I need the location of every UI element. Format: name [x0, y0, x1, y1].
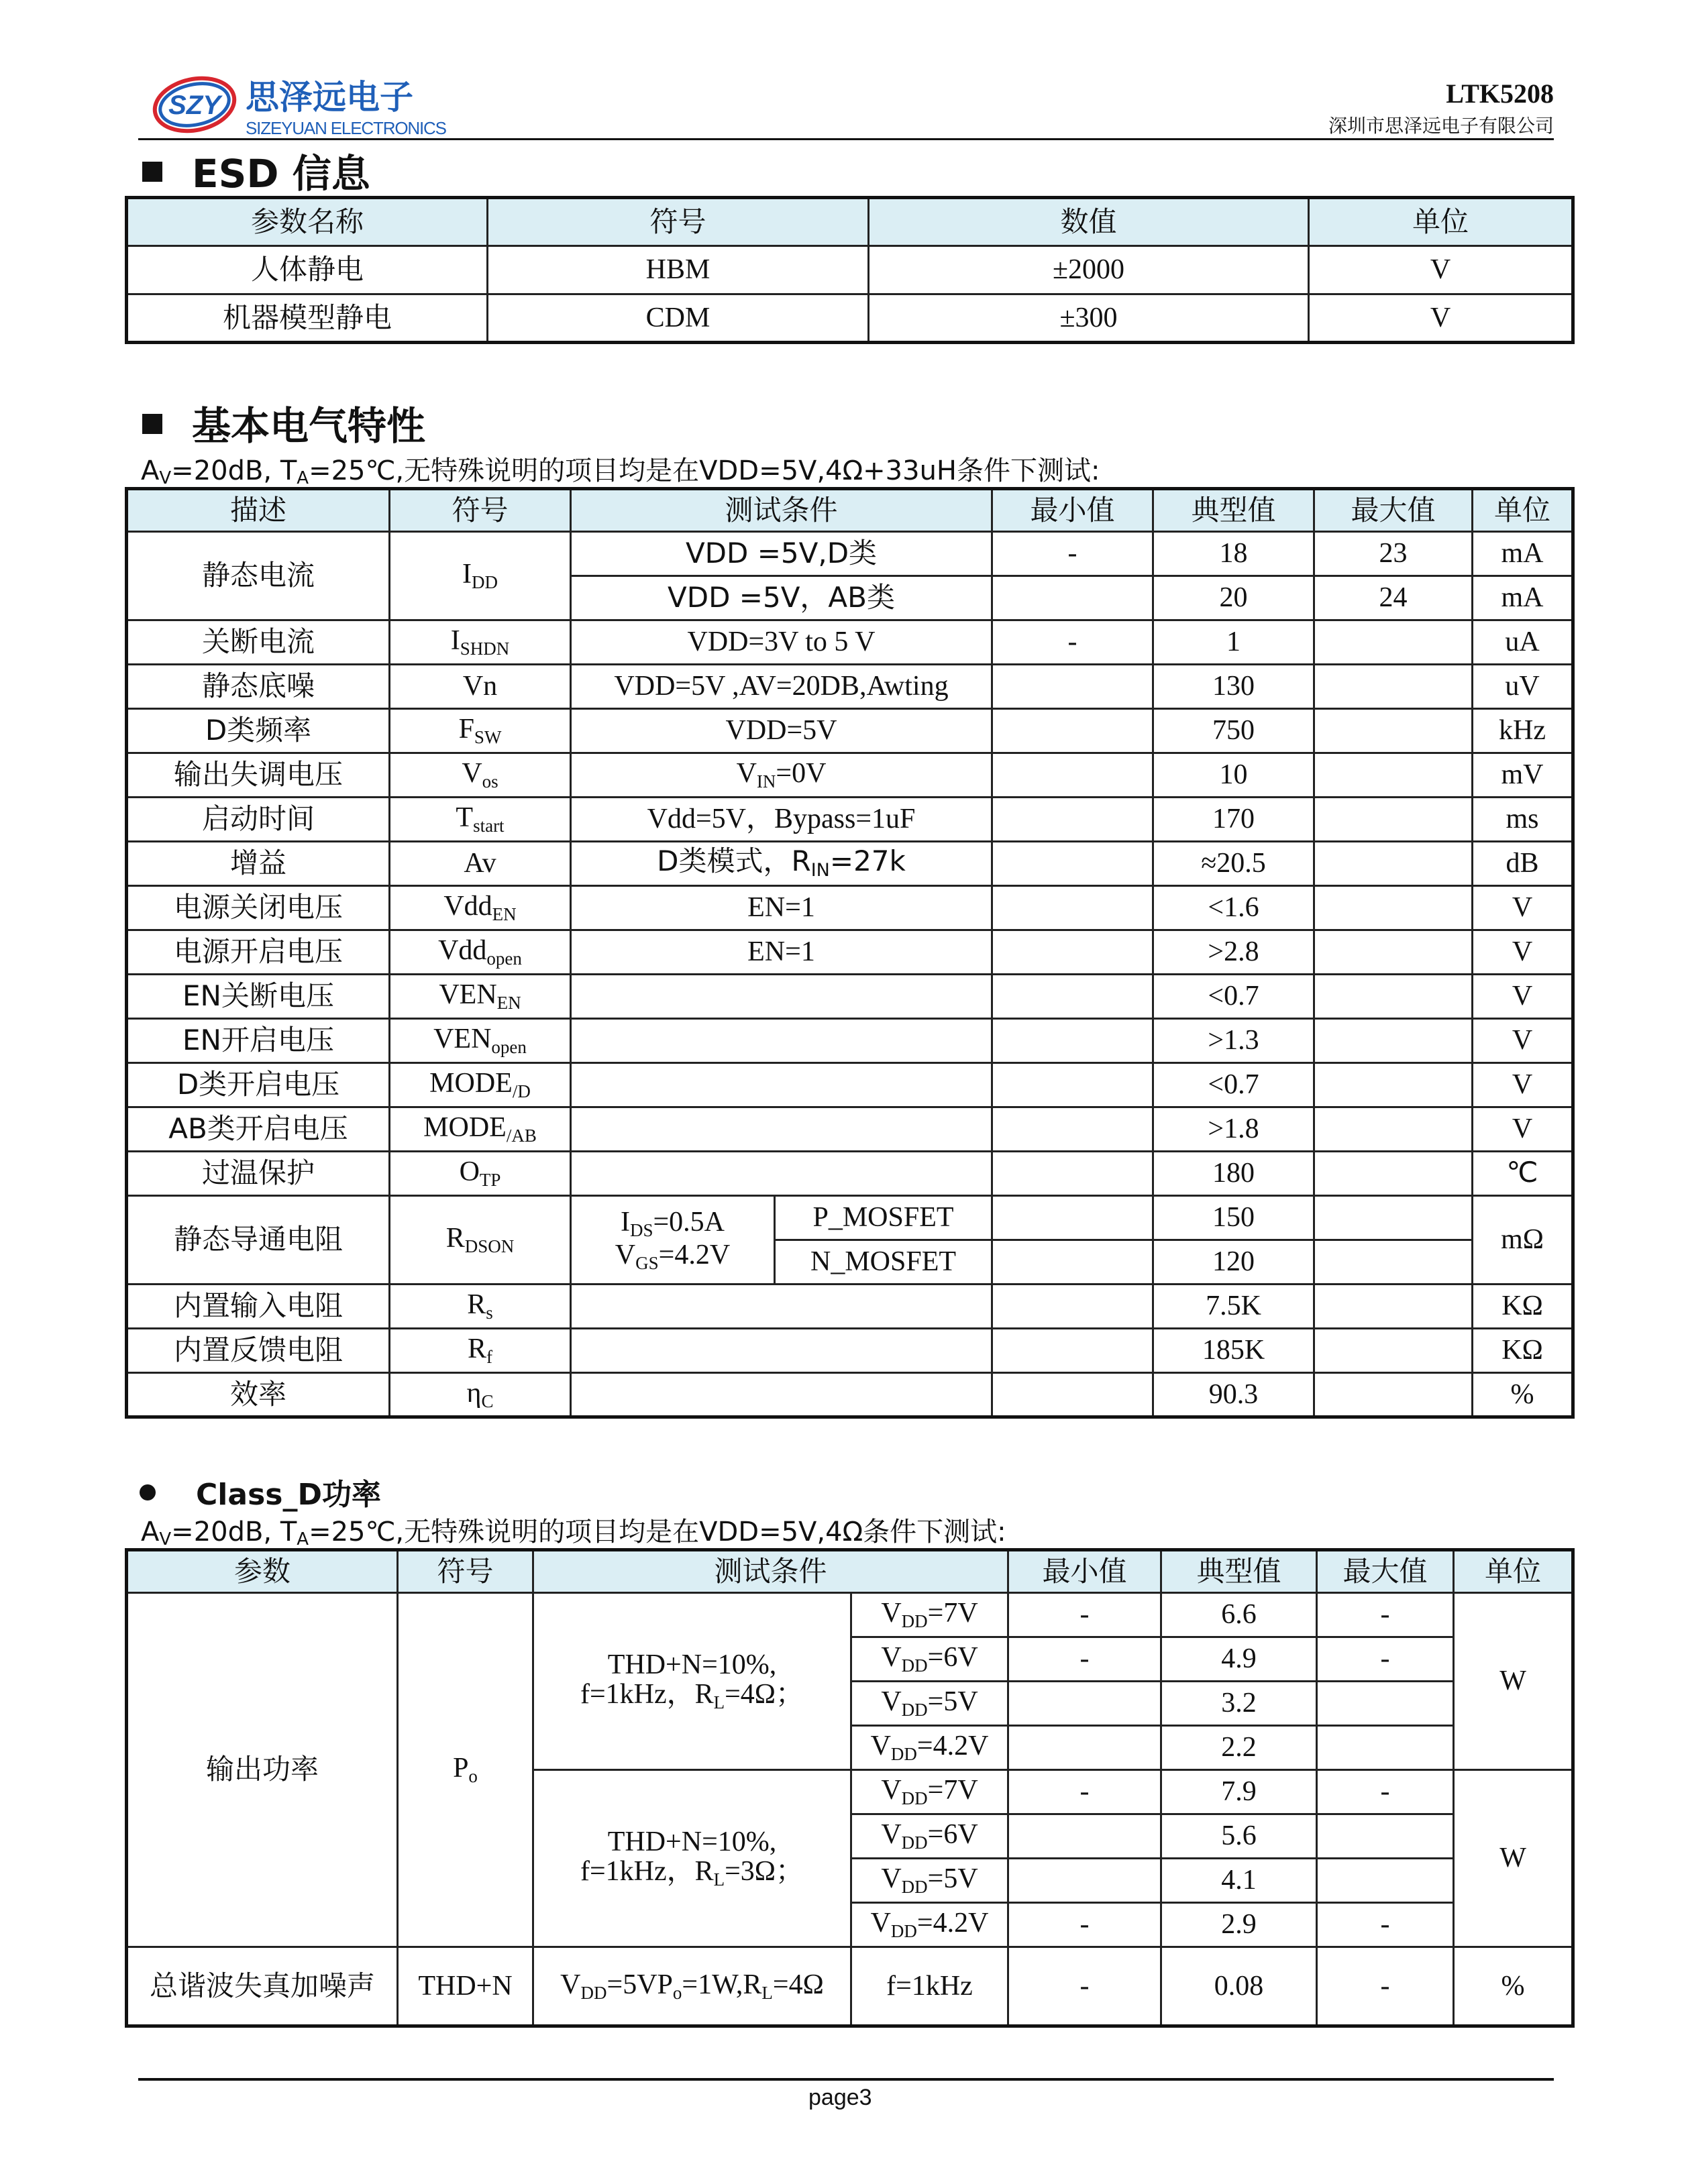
typ-value: 750 — [1153, 709, 1314, 753]
param-symbol: $F_{SW}$ — [390, 709, 571, 753]
supply-voltage: $V_{DD}=7V$ — [851, 1593, 1008, 1637]
col-header: 最大值 — [1314, 489, 1473, 532]
max-value — [1317, 1682, 1454, 1726]
unit: mΩ — [1473, 1196, 1573, 1285]
unit: V — [1473, 1019, 1573, 1063]
min-value — [992, 1107, 1153, 1152]
svg-text:SIZEYUAN ELECTRONICS: SIZEYUAN ELECTRONICS — [246, 118, 447, 138]
esd-table — [125, 196, 1575, 344]
unit: mA — [1473, 576, 1573, 620]
max-value — [1314, 1373, 1473, 1417]
unit: V — [1473, 930, 1573, 975]
param-symbol: Vn — [390, 665, 571, 709]
min-value — [992, 709, 1153, 753]
typ-value: >2.8 — [1153, 930, 1314, 975]
mosfet-type: P_MOSFET — [775, 1196, 992, 1240]
table-row — [127, 1373, 1573, 1417]
table-row — [127, 1196, 1573, 1240]
max-value — [1314, 620, 1473, 665]
param-desc: AB类开启电压 — [127, 1107, 390, 1152]
typ-value: 120 — [1153, 1240, 1314, 1285]
min-value — [1008, 1814, 1161, 1859]
table-row — [127, 1152, 1573, 1196]
min-value — [992, 798, 1153, 842]
footer-divider — [138, 2078, 1554, 2081]
param-desc: 电源开启电压 — [127, 930, 390, 975]
unit: V — [1473, 886, 1573, 930]
typ-value: 3.2 — [1161, 1682, 1317, 1726]
typ-value: 2.9 — [1161, 1903, 1317, 1947]
test-condition: VDD =5V,D类 — [571, 532, 992, 576]
max-value — [1314, 1240, 1473, 1285]
min-value: - — [992, 532, 1153, 576]
param-symbol: $V_{os}$ — [390, 753, 571, 798]
param-desc: 关断电流 — [127, 620, 390, 665]
table-row — [127, 798, 1573, 842]
param-symbol: $R_f$ — [390, 1329, 571, 1373]
min-value: - — [992, 620, 1153, 665]
table-row — [127, 975, 1573, 1019]
table-row — [127, 886, 1573, 930]
table-row — [127, 246, 1573, 294]
test-condition: VDD=5V — [571, 709, 992, 753]
table-row — [127, 665, 1573, 709]
min-value — [992, 1063, 1153, 1107]
square-bullet-icon — [142, 414, 162, 434]
max-value — [1317, 1859, 1454, 1903]
col-header: 符号 — [390, 489, 571, 532]
test-condition — [571, 1107, 992, 1152]
max-value — [1317, 1814, 1454, 1859]
svg-text:思泽远电子: 思泽远电子 — [246, 78, 413, 117]
test-condition: THD+N=10%, f=1kHz，$R_L=3\Omega$； — [533, 1770, 851, 1947]
table-row — [127, 1285, 1573, 1329]
typ-value: 7.9 — [1161, 1770, 1317, 1814]
col-header: 符号 — [488, 198, 869, 246]
unit: ℃ — [1473, 1152, 1573, 1196]
min-value — [992, 1373, 1153, 1417]
min-value — [992, 1285, 1153, 1329]
table-row — [127, 930, 1573, 975]
typ-value: >1.3 — [1153, 1019, 1314, 1063]
max-value — [1314, 1329, 1473, 1373]
test-condition-note: $A_V=20dB$, $T_A=25℃$,无特殊说明的项目均是在VDD=5V,4Ω条件下测试: — [141, 1517, 1006, 1549]
typ-value: 10 — [1153, 753, 1314, 798]
max-value: - — [1317, 1770, 1454, 1814]
typ-value: 2.2 — [1161, 1726, 1317, 1770]
svg-text:SZY: SZY — [168, 91, 221, 120]
typ-value: 5.6 — [1161, 1814, 1317, 1859]
typ-value: <0.7 — [1153, 975, 1314, 1019]
unit: V — [1473, 1063, 1573, 1107]
model-number: LTK5208 — [1446, 78, 1554, 109]
unit: V — [1473, 975, 1573, 1019]
param-desc: 静态电流 — [127, 532, 390, 620]
param-desc: 静态底噪 — [127, 665, 390, 709]
col-header: 单位 — [1473, 489, 1573, 532]
col-header: 典型值 — [1161, 1550, 1317, 1593]
table-cell: V — [1309, 294, 1573, 343]
max-value — [1317, 1726, 1454, 1770]
param-desc: 静态导通电阻 — [127, 1196, 390, 1285]
table-row — [127, 1329, 1573, 1373]
max-value: - — [1317, 1947, 1454, 2026]
unit: W — [1454, 1593, 1573, 1770]
test-condition — [571, 1373, 992, 1417]
max-value: 23 — [1314, 532, 1473, 576]
test-condition — [571, 1329, 992, 1373]
param-desc: 增益 — [127, 842, 390, 886]
table-row — [127, 709, 1573, 753]
param-symbol: $VEN_{EN}$ — [390, 975, 571, 1019]
table-row — [127, 1107, 1573, 1152]
test-condition — [571, 1019, 992, 1063]
min-value — [992, 1240, 1153, 1285]
param-symbol: Vdd$_{EN}$ — [390, 886, 571, 930]
param-symbol: $I_{SHDN}$ — [390, 620, 571, 665]
typ-value: 6.6 — [1161, 1593, 1317, 1637]
unit: W — [1454, 1770, 1573, 1947]
typ-value: 180 — [1153, 1152, 1314, 1196]
unit: % — [1454, 1947, 1573, 2026]
param-symbol: $MODE_{/D}$ — [390, 1063, 571, 1107]
typ-value: 90.3 — [1153, 1373, 1314, 1417]
min-value — [1008, 1726, 1161, 1770]
page-number: page3 — [808, 2085, 872, 2110]
max-value: - — [1317, 1903, 1454, 1947]
min-value — [992, 1019, 1153, 1063]
max-value — [1314, 753, 1473, 798]
company-logo — [152, 70, 460, 142]
typ-value: <1.6 — [1153, 886, 1314, 930]
max-value: - — [1317, 1593, 1454, 1637]
supply-voltage: $V_{DD}=6V$ — [851, 1814, 1008, 1859]
supply-voltage: $V_{DD}=4.2V$ — [851, 1903, 1008, 1947]
param-desc: D类频率 — [127, 709, 390, 753]
typ-value: 150 — [1153, 1196, 1314, 1240]
col-header: 描述 — [127, 489, 390, 532]
min-value — [992, 753, 1153, 798]
param-symbol: Av — [390, 842, 571, 886]
company-name: 深圳市思泽远电子有限公司 — [1328, 115, 1554, 137]
min-value — [992, 1152, 1153, 1196]
table-row — [127, 1019, 1573, 1063]
table-header-row — [127, 198, 1573, 246]
typ-value: ≈20.5 — [1153, 842, 1314, 886]
table-row — [127, 1063, 1573, 1107]
col-header: 最小值 — [992, 489, 1153, 532]
table-row — [127, 1593, 1573, 1637]
param-symbol: $P_o$ — [398, 1593, 533, 1947]
header-divider — [138, 138, 1554, 140]
test-condition: $V_{DD}=5VP_o=1W,R_L=4\Omega$ — [533, 1947, 851, 2026]
test-condition: EN=1 — [571, 930, 992, 975]
max-value — [1314, 1063, 1473, 1107]
supply-voltage: $V_{DD}=5V$ — [851, 1859, 1008, 1903]
min-value — [992, 975, 1153, 1019]
col-header: 数值 — [869, 198, 1309, 246]
param-desc: EN开启电压 — [127, 1019, 390, 1063]
max-value — [1314, 842, 1473, 886]
supply-voltage: $V_{DD}=4.2V$ — [851, 1726, 1008, 1770]
col-header: 典型值 — [1153, 489, 1314, 532]
unit: kHz — [1473, 709, 1573, 753]
table-row — [127, 753, 1573, 798]
typ-value: 20 — [1153, 576, 1314, 620]
test-condition — [571, 975, 992, 1019]
unit: uV — [1473, 665, 1573, 709]
min-value: - — [1008, 1770, 1161, 1814]
table-row — [127, 294, 1573, 343]
param-desc: 启动时间 — [127, 798, 390, 842]
unit: dB — [1473, 842, 1573, 886]
min-value: - — [1008, 1593, 1161, 1637]
table-cell: CDM — [488, 294, 869, 343]
typ-value: 185K — [1153, 1329, 1314, 1373]
col-header: 参数 — [127, 1550, 398, 1593]
typ-value: 4.1 — [1161, 1859, 1317, 1903]
param-symbol: $VEN_{open}$ — [390, 1019, 571, 1063]
typ-value: 130 — [1153, 665, 1314, 709]
min-value: - — [1008, 1903, 1161, 1947]
table-cell: ±2000 — [869, 246, 1309, 294]
typ-value: <0.7 — [1153, 1063, 1314, 1107]
table-row — [127, 620, 1573, 665]
param-desc: 内置输入电阻 — [127, 1285, 390, 1329]
param-desc: 输出功率 — [127, 1593, 398, 1947]
unit: KΩ — [1473, 1329, 1573, 1373]
supply-voltage: $V_{DD}=7V$ — [851, 1770, 1008, 1814]
typ-value: >1.8 — [1153, 1107, 1314, 1152]
param-symbol: $R_s$ — [390, 1285, 571, 1329]
typ-value: 0.08 — [1161, 1947, 1317, 2026]
typ-value: 1 — [1153, 620, 1314, 665]
min-value: - — [1008, 1637, 1161, 1682]
electrical-table — [125, 487, 1575, 1419]
test-condition: Vdd=5V，Bypass=1uF — [571, 798, 992, 842]
unit: mV — [1473, 753, 1573, 798]
classd-table — [125, 1548, 1575, 2028]
max-value: - — [1317, 1637, 1454, 1682]
param-desc: 输出失调电压 — [127, 753, 390, 798]
param-symbol: $I_{DD}$ — [390, 532, 571, 620]
test-condition — [571, 1063, 992, 1107]
circle-bullet-icon — [140, 1484, 156, 1500]
param-symbol: Vdd$_{open}$ — [390, 930, 571, 975]
test-condition-note: $A_V=20dB$, $T_A=25℃$,无特殊说明的项目均是在VDD=5V,4Ω+33uH条件下测试: — [141, 455, 1100, 488]
param-desc: 电源关闭电压 — [127, 886, 390, 930]
table-header-row — [127, 1550, 1573, 1593]
test-condition — [571, 1285, 992, 1329]
col-header: 测试条件 — [533, 1550, 1008, 1593]
col-header: 单位 — [1309, 198, 1573, 246]
param-symbol: $O_{TP}$ — [390, 1152, 571, 1196]
table-row — [127, 532, 1573, 576]
table-header-row — [127, 489, 1573, 532]
param-desc: 总谐波失真加噪声 — [127, 1947, 398, 2026]
min-value — [1008, 1859, 1161, 1903]
min-value — [992, 1196, 1153, 1240]
typ-value: 4.9 — [1161, 1637, 1317, 1682]
min-value — [992, 576, 1153, 620]
table-row — [127, 1947, 1573, 2026]
test-condition: VDD=3V to 5 V — [571, 620, 992, 665]
test-condition: VDD =5V，AB类 — [571, 576, 992, 620]
test-condition — [571, 1152, 992, 1196]
min-value — [992, 842, 1153, 886]
min-value — [992, 665, 1153, 709]
min-value — [992, 1329, 1153, 1373]
max-value — [1314, 930, 1473, 975]
max-value — [1314, 1196, 1473, 1240]
col-header: 最小值 — [1008, 1550, 1161, 1593]
test-condition: $I_{DS}=0.5A$ $V_{GS}=4.2V$ — [571, 1196, 775, 1285]
max-value — [1314, 665, 1473, 709]
test-condition: EN=1 — [571, 886, 992, 930]
max-value — [1314, 1285, 1473, 1329]
param-symbol: $\eta_C$ — [390, 1373, 571, 1417]
table-row — [127, 842, 1573, 886]
param-desc: 过温保护 — [127, 1152, 390, 1196]
col-header: 最大值 — [1317, 1550, 1454, 1593]
col-header: 单位 — [1454, 1550, 1573, 1593]
electrical-section-title: 基本电气特性 — [142, 394, 425, 451]
table-cell: 人体静电 — [127, 246, 488, 294]
max-value — [1314, 798, 1473, 842]
table-cell: HBM — [488, 246, 869, 294]
param-symbol: THD+N — [398, 1947, 533, 2026]
table-cell: ±300 — [869, 294, 1309, 343]
max-value — [1314, 886, 1473, 930]
test-condition: $V_{IN}=0V$ — [571, 753, 992, 798]
col-header: 参数名称 — [127, 198, 488, 246]
max-value — [1314, 1107, 1473, 1152]
typ-value: 18 — [1153, 532, 1314, 576]
max-value — [1314, 1019, 1473, 1063]
min-value — [992, 886, 1153, 930]
typ-value: 170 — [1153, 798, 1314, 842]
unit: uA — [1473, 620, 1573, 665]
param-symbol: $MODE_{/AB}$ — [390, 1107, 571, 1152]
col-header: 符号 — [398, 1550, 533, 1593]
test-frequency: f=1kHz — [851, 1947, 1008, 2026]
unit: V — [1473, 1107, 1573, 1152]
supply-voltage: $V_{DD}=5V$ — [851, 1682, 1008, 1726]
param-desc: 内置反馈电阻 — [127, 1329, 390, 1373]
min-value — [992, 930, 1153, 975]
classd-section-title: Class_D功率 — [140, 1470, 381, 1513]
esd-section-title: ESD 信息 — [142, 142, 370, 199]
max-value — [1314, 1152, 1473, 1196]
typ-value: 7.5K — [1153, 1285, 1314, 1329]
col-header: 测试条件 — [571, 489, 992, 532]
param-desc: D类开启电压 — [127, 1063, 390, 1107]
min-value — [1008, 1682, 1161, 1726]
supply-voltage: $V_{DD}=6V$ — [851, 1637, 1008, 1682]
unit: mA — [1473, 532, 1573, 576]
table-cell: 机器模型静电 — [127, 294, 488, 343]
mosfet-type: N_MOSFET — [775, 1240, 992, 1285]
param-desc: EN关断电压 — [127, 975, 390, 1019]
unit: % — [1473, 1373, 1573, 1417]
max-value — [1314, 709, 1473, 753]
param-desc: 效率 — [127, 1373, 390, 1417]
min-value: - — [1008, 1947, 1161, 2026]
test-condition: THD+N=10%, f=1kHz，$R_L=4\Omega$； — [533, 1593, 851, 1770]
unit: KΩ — [1473, 1285, 1573, 1329]
unit: ms — [1473, 798, 1573, 842]
param-symbol: $T_{start}$ — [390, 798, 571, 842]
table-cell: V — [1309, 246, 1573, 294]
max-value — [1314, 975, 1473, 1019]
max-value: 24 — [1314, 576, 1473, 620]
square-bullet-icon — [142, 162, 162, 182]
test-condition: D类模式，$R_{IN}=27k$ — [571, 842, 992, 886]
test-condition: VDD=5V ,AV=20DB,Awting — [571, 665, 992, 709]
param-symbol: $R_{DSON}$ — [390, 1196, 571, 1285]
